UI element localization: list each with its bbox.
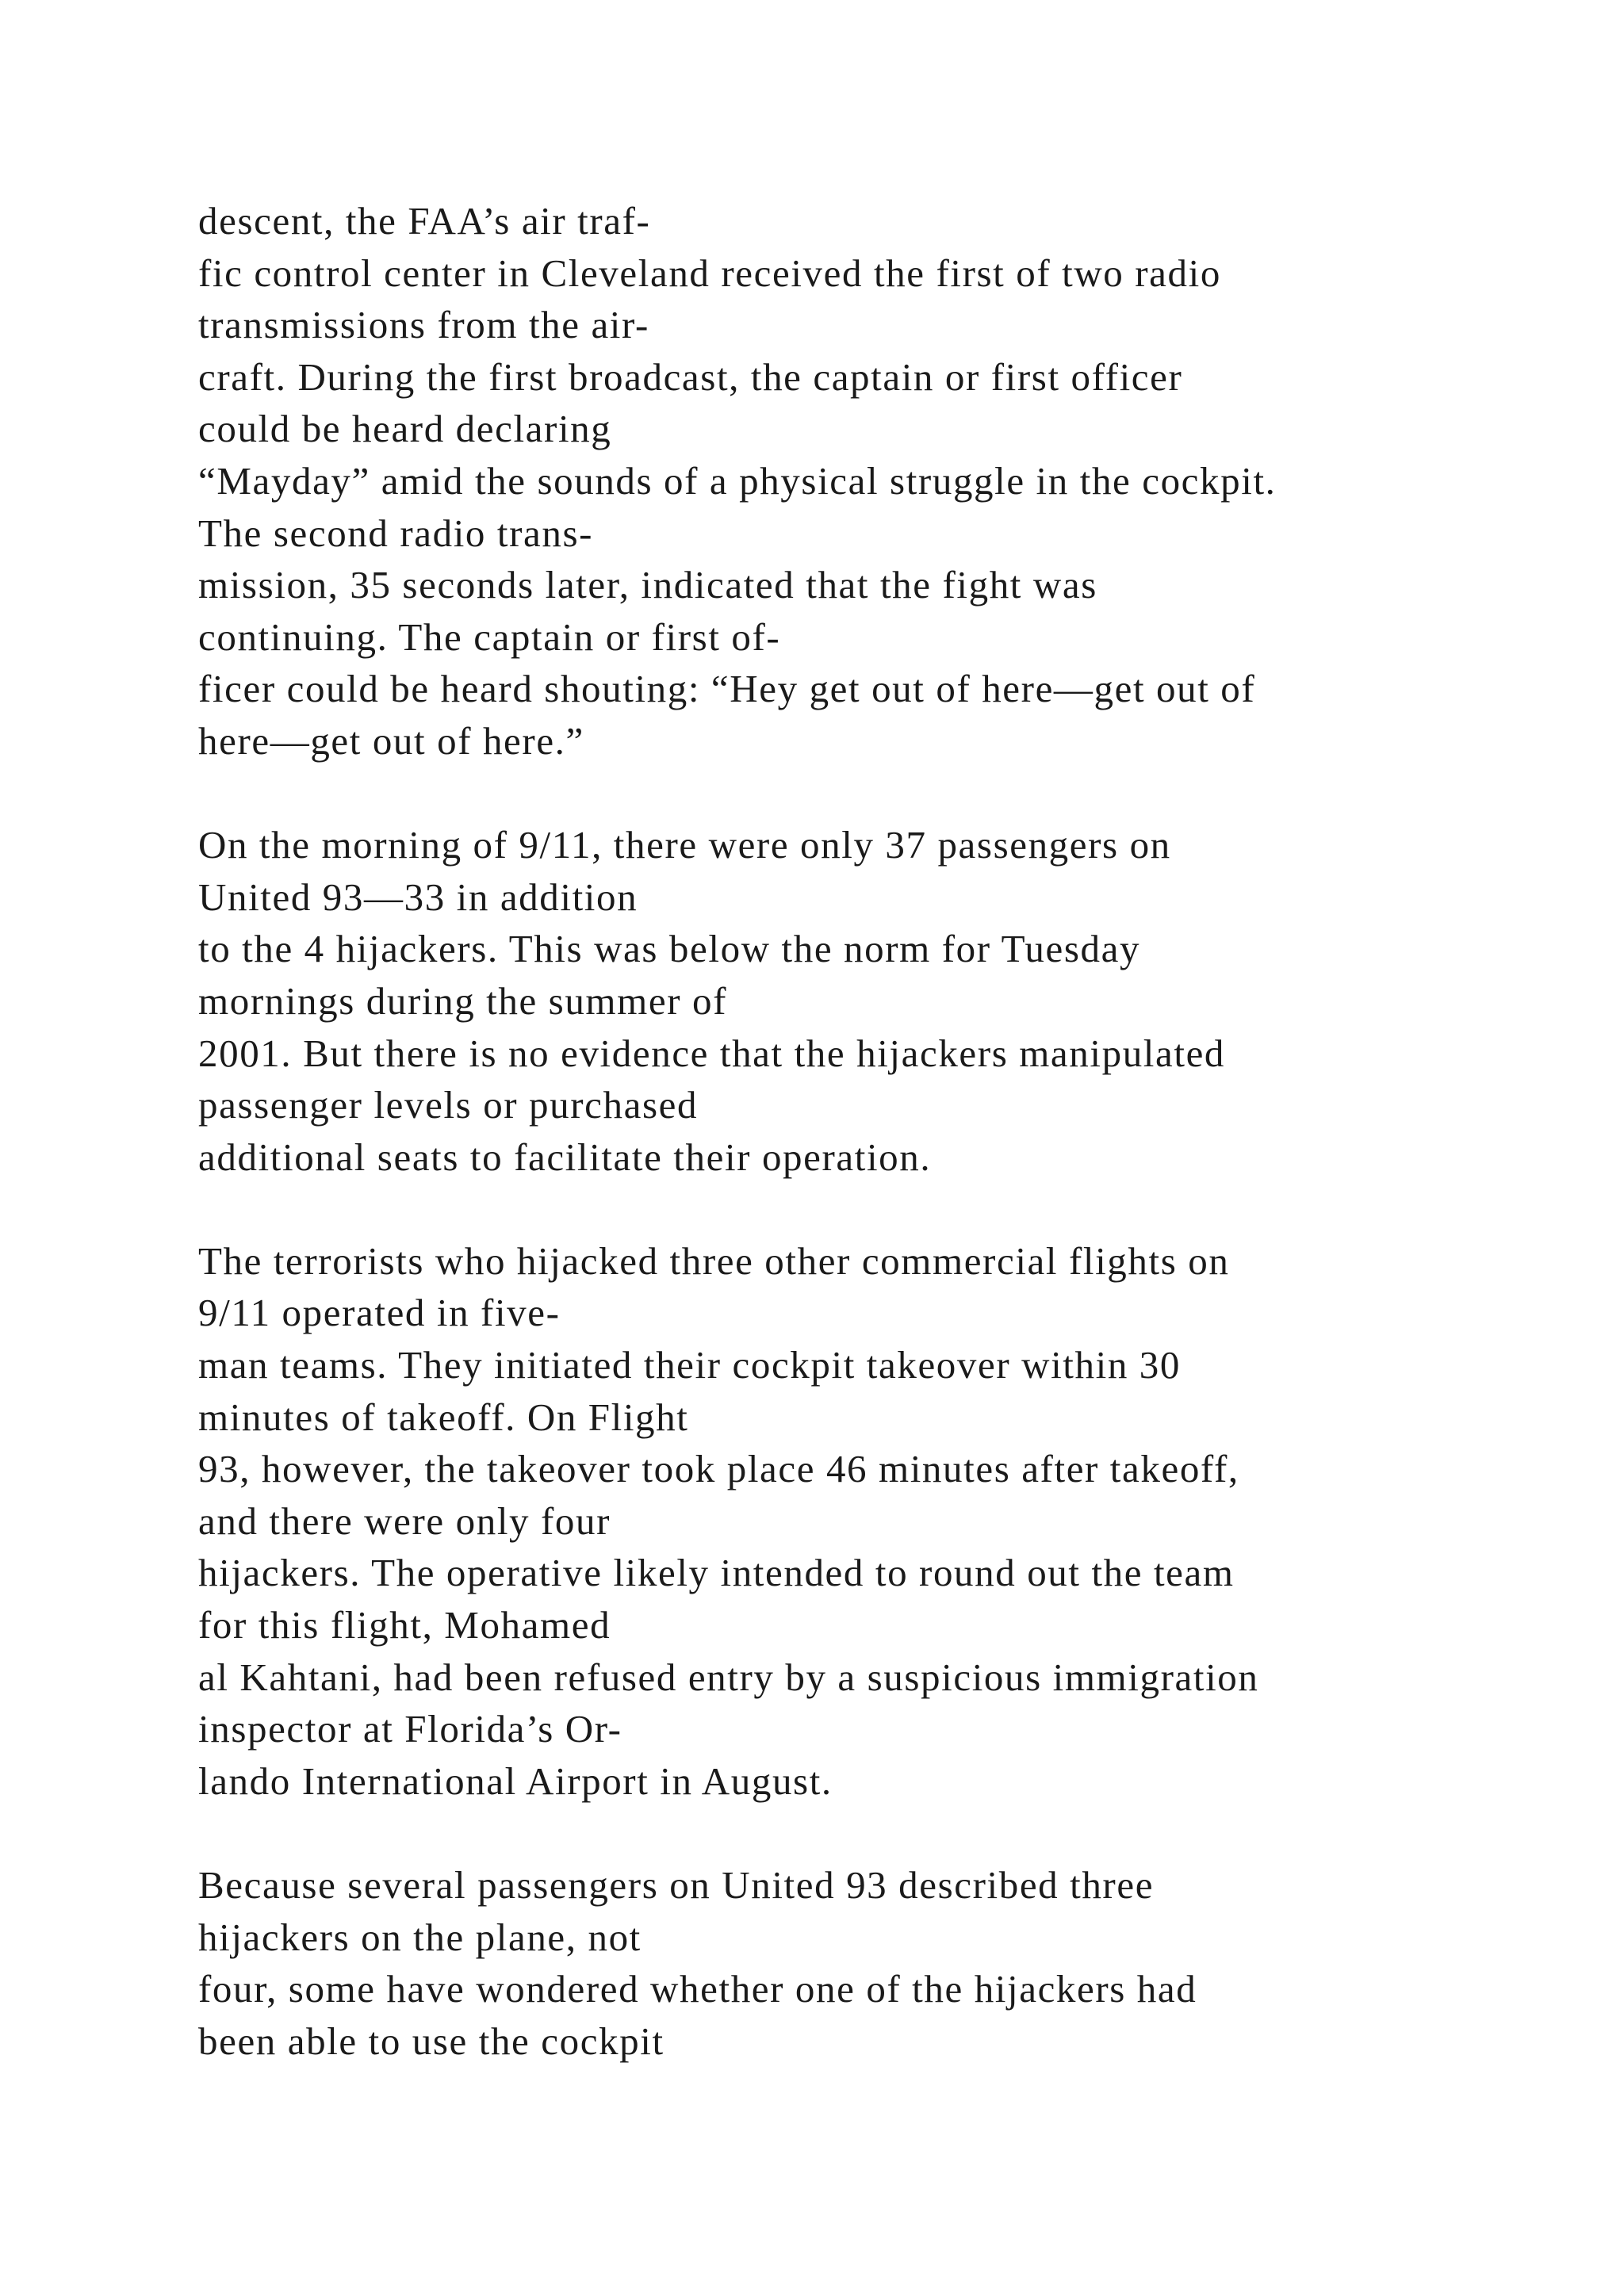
paragraph-gap	[198, 1807, 1594, 1859]
text-line: four, some have wondered whether one of the hijackers had	[198, 1967, 1197, 2011]
text-line: additional seats to facilitate their operation.	[198, 1135, 932, 1179]
text-line: fic control center in Cleveland received the first of two radio	[198, 251, 1221, 295]
text-line: 93, however, the takeover took place 46 minutes after takeoff,	[198, 1447, 1239, 1491]
text-line: United 93—33 in addition	[198, 874, 638, 919]
text-line: The second radio trans-	[198, 511, 594, 555]
text-line: ficer could be heard shouting: “Hey get out of here—get out of	[198, 667, 1256, 711]
text-line: al Kahtani, had been refused entry by a suspicious immigration	[198, 1655, 1259, 1699]
text-line: Because several passengers on United 93 described three	[198, 1863, 1155, 1907]
text-line: passenger levels or purchased	[198, 1083, 699, 1127]
text-line: to the 4 hijackers. This was below the norm for Tuesday	[198, 927, 1141, 971]
text-line: On the morning of 9/11, there were only 37 passengers on	[198, 823, 1171, 867]
text-line: 9/11 operated in five-	[198, 1291, 561, 1335]
text-line: been able to use the cockpit	[198, 2019, 665, 2063]
text-line: transmissions from the air-	[198, 303, 649, 347]
text-line: mornings during the summer of	[198, 978, 727, 1023]
text-line: could be heard declaring	[198, 407, 612, 451]
paragraph-3	[198, 1235, 1594, 1808]
text-line: minutes of takeoff. On Flight	[198, 1395, 689, 1439]
text-line: craft. During the first broadcast, the captain or first officer	[198, 354, 1183, 399]
paragraph-2	[198, 819, 1594, 1183]
document-body	[198, 195, 1594, 2067]
text-line: for this flight, Mohamed	[198, 1603, 611, 1647]
text-line: lando International Airport in August.	[198, 1758, 833, 1803]
text-line: and there were only four	[198, 1498, 611, 1543]
text-line: continuing. The captain or first of-	[198, 614, 781, 659]
text-line: here—get out of here.”	[198, 718, 584, 763]
text-line: hijackers on the plane, not	[198, 1915, 642, 1959]
paragraph-gap	[198, 1183, 1594, 1235]
text-line: descent, the FAA’s air traf-	[198, 199, 651, 243]
text-line: “Mayday” amid the sounds of a physical struggle in the cockpit.	[198, 458, 1277, 503]
text-line: man teams. They initiated their cockpit takeover within 30	[198, 1343, 1181, 1387]
paragraph-1	[198, 195, 1594, 767]
text-line: hijackers. The operative likely intended to round out the team	[198, 1551, 1235, 1595]
text-line: 2001. But there is no evidence that the hijackers manipulated	[198, 1031, 1226, 1075]
paragraph-4	[198, 1859, 1594, 2067]
text-line: inspector at Florida’s Or-	[198, 1707, 622, 1751]
text-line: The terrorists who hijacked three other commercial flights on	[198, 1238, 1230, 1283]
paragraph-gap	[198, 767, 1594, 820]
text-line: mission, 35 seconds later, indicated that the fight was	[198, 563, 1097, 607]
